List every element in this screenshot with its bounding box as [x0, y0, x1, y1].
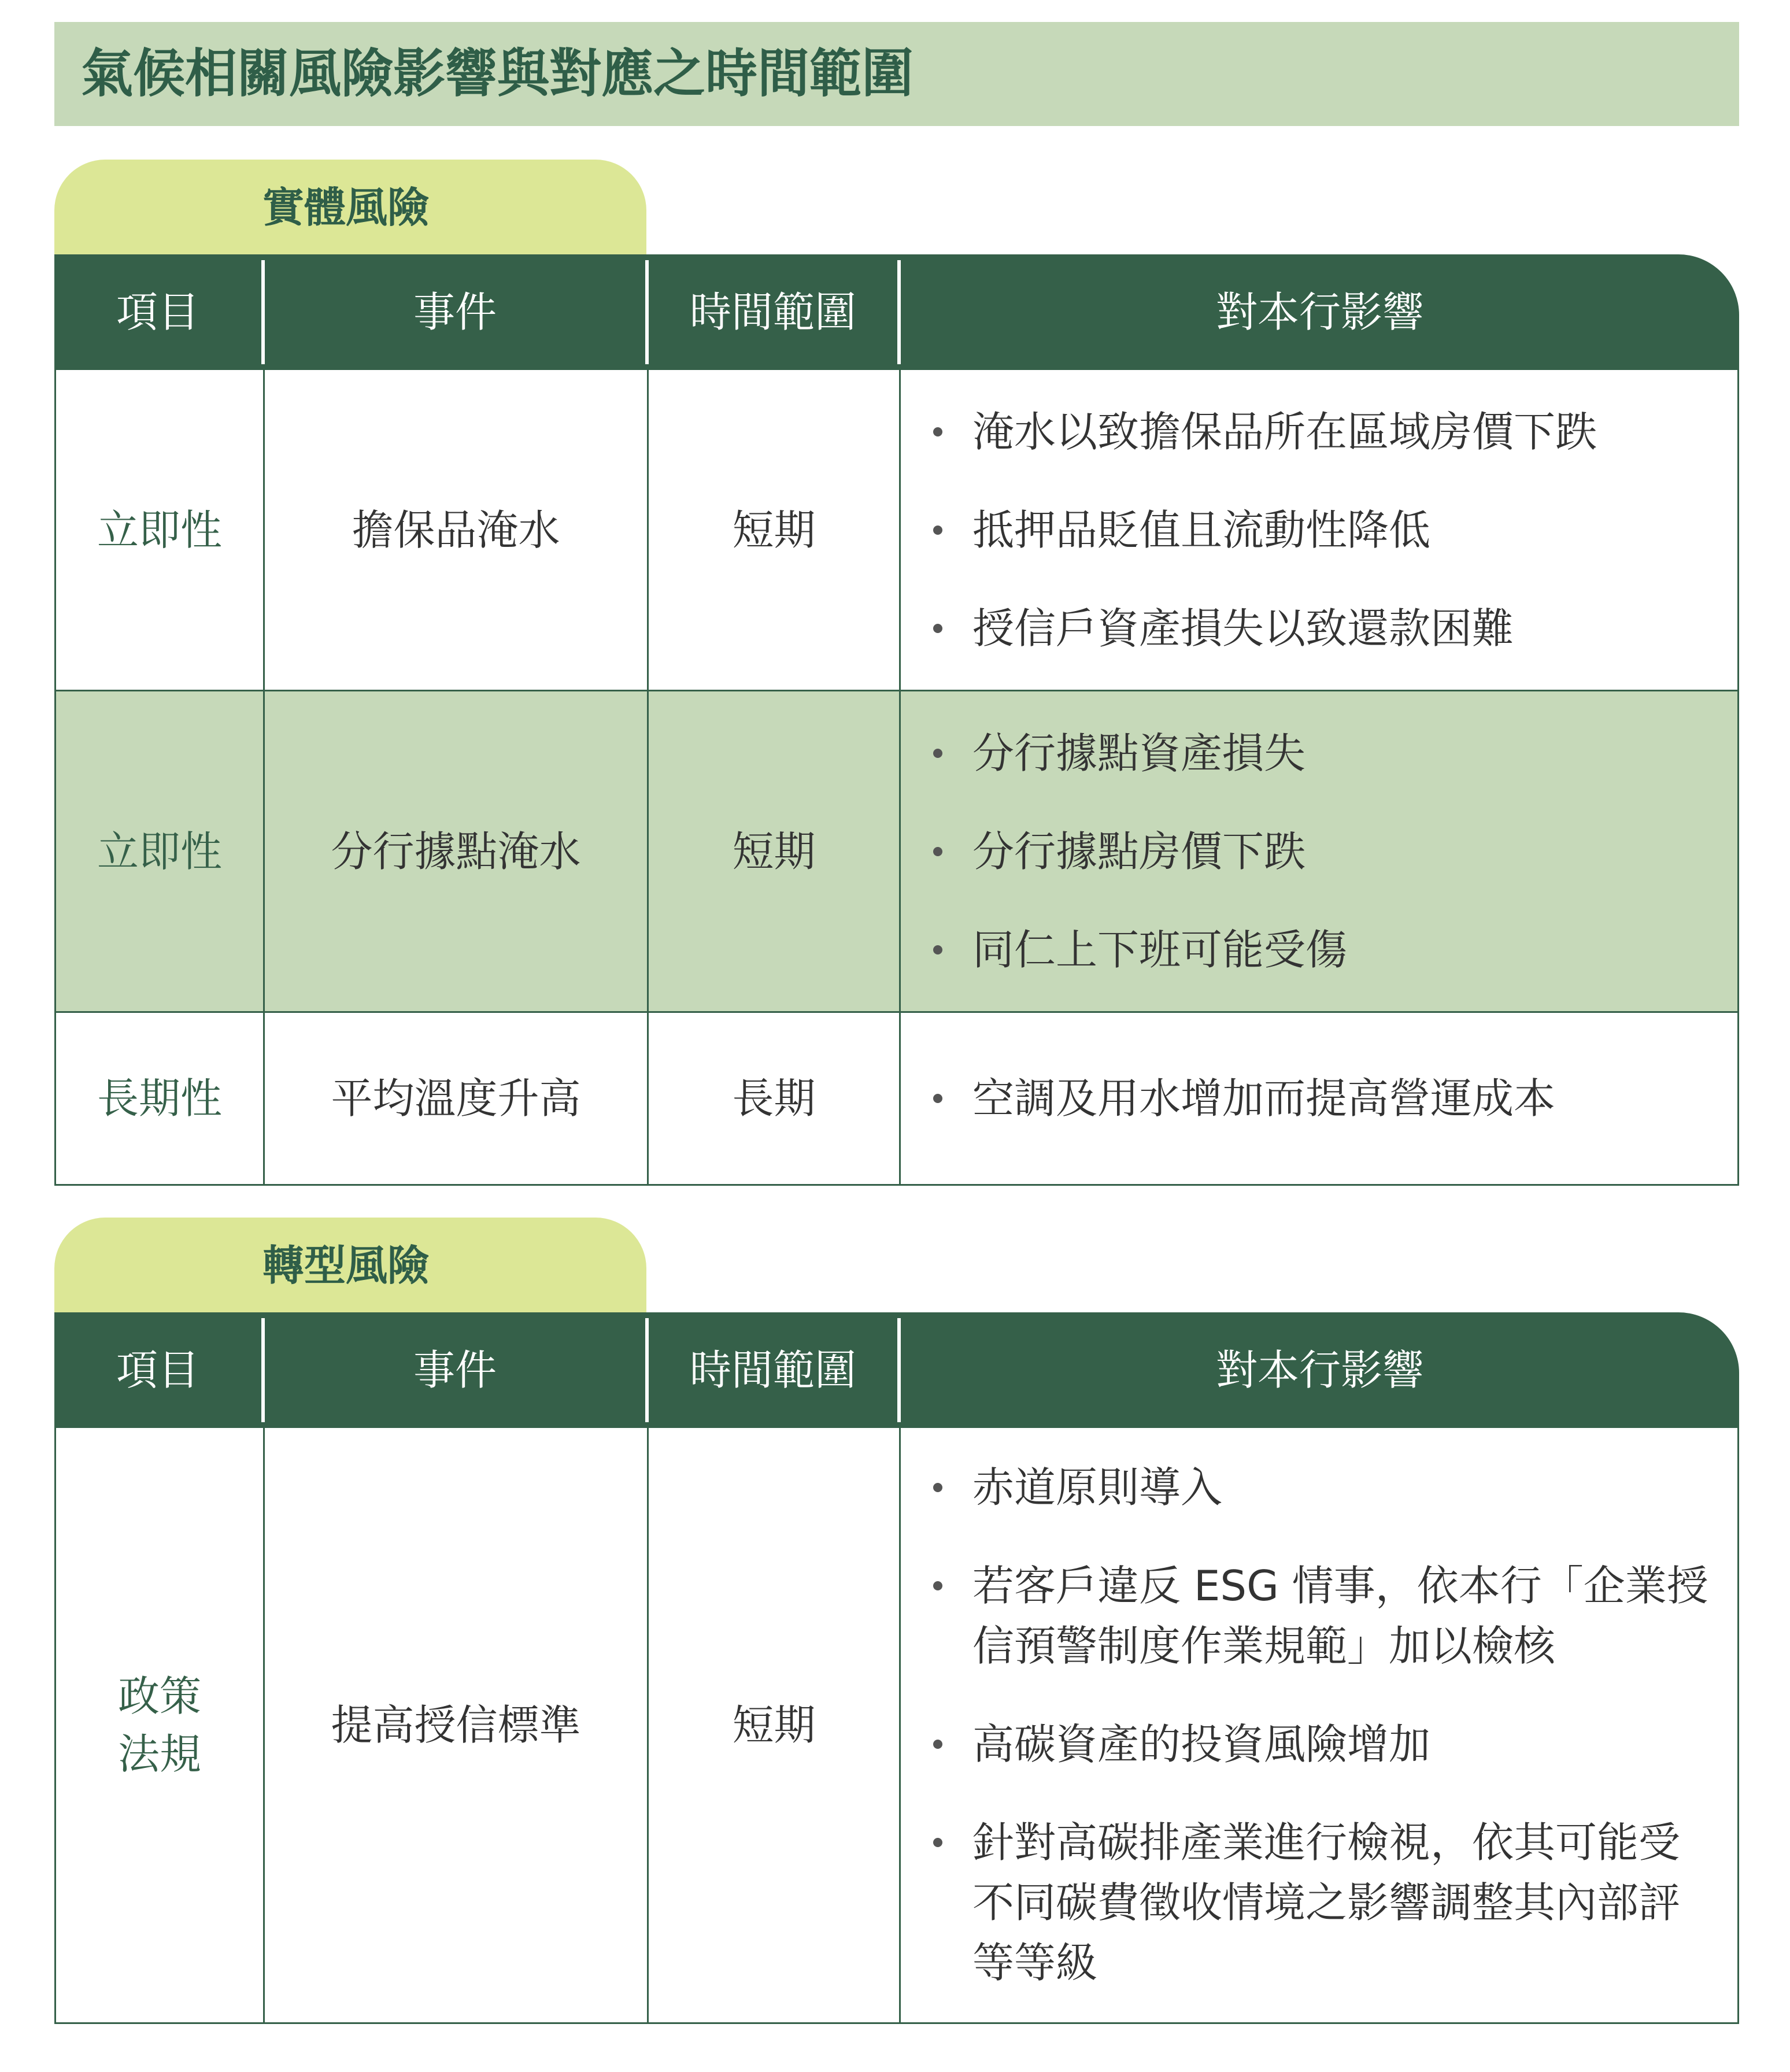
- transition-risk-tab: [54, 1218, 646, 1314]
- list-item: 若客戶違反 ESG 情事，依本行「企業授信預警制度作業規範」加以檢核: [901, 1556, 1714, 1676]
- row-impact: [901, 691, 1737, 1011]
- list-item: 分行據點房價下跌: [901, 822, 1347, 882]
- row-period: 長期: [732, 1074, 816, 1123]
- header-impact: 對本行影響: [1215, 1346, 1424, 1394]
- bullet-dot-icon: [933, 749, 942, 758]
- header-period: 時間範圍: [689, 1346, 856, 1394]
- list-item: 高碳資產的投資風險增加: [901, 1714, 1714, 1774]
- list-item: 針對高碳排產業進行檢視，依其可能受不同碳費徵收情境之影響調整其內部評等等級: [901, 1812, 1714, 1993]
- table-row: [56, 1428, 1737, 2022]
- header-item: 項目: [116, 288, 199, 336]
- table-row: [56, 370, 1737, 691]
- impact-list: [901, 1457, 1737, 1993]
- header-event: 事件: [413, 288, 497, 336]
- list-item: 分行據點資產損失: [901, 723, 1347, 783]
- bullet-dot-icon: [933, 1581, 942, 1590]
- header-impact: 對本行影響: [1215, 288, 1424, 336]
- transition-risk-section: [54, 1218, 1739, 2023]
- list-item: 空調及用水增加而提高營運成本: [901, 1068, 1555, 1128]
- row-event: 分行據點淹水: [331, 827, 581, 876]
- row-item-line: 政策: [117, 1672, 201, 1720]
- bullet-dot-icon: [933, 1838, 942, 1847]
- row-event: 平均溫度升高: [331, 1074, 581, 1123]
- row-period: 短期: [732, 505, 816, 554]
- impact-list: [901, 402, 1620, 658]
- title-banner: [54, 22, 1739, 126]
- list-item: 赤道原則導入: [901, 1457, 1714, 1518]
- row-item: 長期性: [97, 1074, 222, 1123]
- transition-table-header: [54, 1312, 1739, 1428]
- physical-risk-tab: [54, 160, 646, 256]
- physical-risk-section: [54, 160, 1739, 1183]
- header-item: 項目: [116, 1346, 199, 1394]
- impact-list: [901, 723, 1370, 980]
- bullet-dot-icon: [933, 526, 942, 535]
- transition-risk-label: 轉型風險: [262, 1241, 430, 1290]
- row-impact: [901, 1428, 1737, 2022]
- physical-risk-label: 實體風險: [262, 183, 430, 232]
- physical-table-body: [54, 370, 1739, 1186]
- page-title: 氣候相關風險影響與對應之時間範圍: [81, 43, 914, 104]
- header-period: 時間範圍: [689, 288, 856, 336]
- table-row: [56, 691, 1737, 1013]
- row-item: 立即性: [97, 827, 222, 876]
- row-impact: [901, 1013, 1737, 1184]
- row-period: 短期: [732, 827, 816, 876]
- transition-table-body: [54, 1428, 1739, 2024]
- bullet-dot-icon: [933, 1740, 942, 1749]
- list-item: 授信戶資產損失以致還款困難: [901, 598, 1597, 658]
- bullet-dot-icon: [933, 1094, 942, 1103]
- bullet-dot-icon: [933, 847, 942, 856]
- row-event: 擔保品淹水: [352, 505, 560, 554]
- row-item: [56, 1428, 263, 2022]
- impact-list: [901, 1068, 1578, 1128]
- bullet-dot-icon: [933, 1483, 942, 1492]
- list-item: 抵押品貶值且流動性降低: [901, 500, 1597, 560]
- list-item: 同仁上下班可能受傷: [901, 920, 1347, 980]
- table-row: [56, 1013, 1737, 1184]
- list-item: 淹水以致擔保品所在區域房價下跌: [901, 402, 1597, 462]
- row-item-line: 法規: [117, 1730, 201, 1778]
- bullet-dot-icon: [933, 624, 942, 633]
- row-impact: [901, 370, 1737, 690]
- bullet-dot-icon: [933, 427, 942, 436]
- row-event: 提高授信標準: [331, 1701, 581, 1749]
- row-item: 立即性: [97, 505, 222, 554]
- bullet-dot-icon: [933, 945, 942, 954]
- row-period: 短期: [732, 1701, 816, 1749]
- physical-table-header: [54, 254, 1739, 370]
- header-event: 事件: [413, 1346, 497, 1394]
